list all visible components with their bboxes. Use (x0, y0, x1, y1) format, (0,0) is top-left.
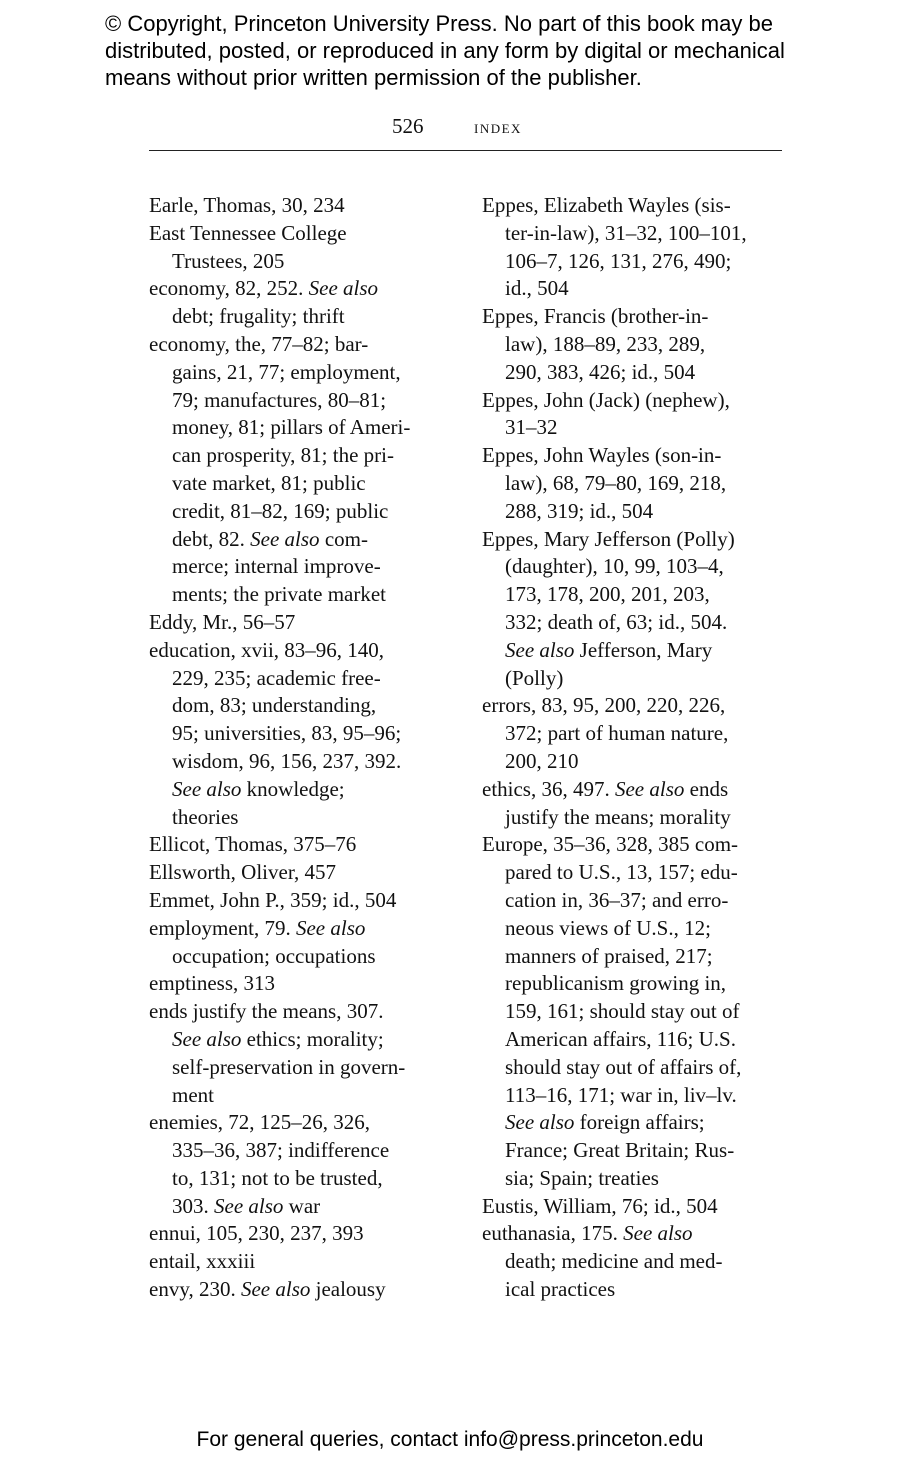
index-entry (482, 776, 792, 832)
see-also-reference: See also (240, 1277, 311, 1302)
index-text: law), 188–89, 233, 289, (505, 331, 706, 356)
index-text: 173, 178, 200, 201, 203, (505, 582, 710, 607)
index-entry (149, 831, 459, 859)
index-text: 372; part of human nature, (505, 721, 729, 746)
footer-contact: For general queries, contact info@press.princeton.edu (196, 1428, 704, 1451)
index-entry-line (482, 609, 792, 637)
index-entry (149, 192, 459, 220)
page-number: 526 (392, 114, 424, 138)
index-entry-line (482, 887, 792, 915)
index-text: ethics; morality; (241, 1026, 384, 1051)
index-entry (482, 526, 792, 693)
index-text: can prosperity, 81; the pri- (172, 443, 394, 468)
index-entry (149, 970, 459, 998)
index-text: justify the means; morality (505, 804, 731, 829)
index-entry-line (149, 831, 459, 859)
index-text: occupation; occupations (172, 943, 376, 968)
index-text: 290, 383, 426; id., 504 (505, 359, 696, 384)
running-head (149, 110, 782, 151)
index-entry-line (482, 248, 792, 276)
index-text: ennui, 105, 230, 237, 393 (149, 1221, 364, 1246)
index-entry-line (149, 275, 459, 303)
index-entry-line (149, 1082, 459, 1110)
index-text: employment, 79. (149, 915, 296, 940)
index-entry (149, 1248, 459, 1276)
see-also-reference: See also (250, 526, 320, 551)
index-entry-line (149, 1109, 459, 1137)
index-column-left (149, 192, 459, 1304)
index-entry-line (149, 1165, 459, 1193)
index-text: 229, 235; academic free- (172, 665, 381, 690)
index-entry-line (149, 220, 459, 248)
index-entry-line (149, 887, 459, 915)
copyright-line: distributed, posted, or reproduced in any form by digital or mechanical (105, 38, 785, 63)
index-entry-line (482, 831, 792, 859)
index-text: id., 504 (505, 276, 569, 301)
index-text: Trustees, 205 (172, 248, 285, 273)
index-text: ical practices (505, 1277, 616, 1302)
see-also-reference: See also (505, 637, 575, 662)
index-text: ends justify the means, 307. (149, 999, 384, 1024)
index-entry-line (482, 220, 792, 248)
index-text: France; Great Britain; Rus- (505, 1138, 735, 1163)
index-entry (482, 387, 792, 443)
index-text: knowledge; (241, 776, 345, 801)
index-entry-line (149, 1248, 459, 1276)
index-text: dom, 83; understanding, (172, 693, 377, 718)
index-entry-line (482, 1054, 792, 1082)
index-entry-line (482, 1109, 792, 1137)
index-entry-line (482, 498, 792, 526)
index-text: Ellicot, Thomas, 375–76 (149, 832, 357, 857)
index-text: merce; internal improve- (172, 554, 381, 579)
index-text: Europe, 35–36, 328, 385 com- (482, 832, 739, 857)
index-text: 200, 210 (505, 748, 579, 773)
index-entry (482, 192, 792, 303)
index-entry-line (482, 275, 792, 303)
index-entry-line (482, 748, 792, 776)
index-entry-line (482, 581, 792, 609)
index-entry (149, 1109, 459, 1220)
index-text: ethics, 36, 497. (482, 776, 615, 801)
index-entry-line (149, 248, 459, 276)
index-text: self-preservation in govern- (172, 1054, 406, 1079)
index-text: 335–36, 387; indifference (172, 1138, 390, 1163)
index-entry (149, 1220, 459, 1248)
index-text: Eppes, Mary Jefferson (Polly) (482, 526, 735, 551)
see-also-reference: See also (172, 776, 242, 801)
index-entry (149, 859, 459, 887)
see-also-reference: See also (172, 1026, 242, 1051)
index-entry-line (482, 776, 792, 804)
index-entry-line (149, 526, 459, 554)
index-entry-line (149, 665, 459, 693)
index-entry-line (149, 637, 459, 665)
index-entry (482, 303, 792, 386)
index-entry-line (149, 387, 459, 415)
index-entry-line (482, 1193, 792, 1221)
copyright-line: © Copyright, Princeton University Press. No part of this book may be (105, 11, 773, 36)
index-entry-line (149, 943, 459, 971)
index-text: ter-in-law), 31–32, 100–101, (505, 220, 747, 245)
index-text: republicanism growing in, (505, 971, 727, 996)
index-text: errors, 83, 95, 200, 220, 226, (482, 693, 726, 718)
index-entry-line (482, 553, 792, 581)
index-entry-line (482, 804, 792, 832)
index-entry-line (482, 943, 792, 971)
index-text: to, 131; not to be trusted, (172, 1165, 383, 1190)
index-text: pared to U.S., 13, 157; edu- (505, 860, 738, 885)
see-also-reference: See also (308, 276, 379, 301)
index-entry (149, 637, 459, 832)
index-text: vate market, 81; public (172, 470, 366, 495)
index-text: 113–16, 171; war in, liv–lv. (505, 1082, 737, 1107)
index-entry-line (482, 387, 792, 415)
index-text: debt, 82. (172, 526, 251, 551)
index-text: war (283, 1193, 321, 1218)
index-entry (482, 692, 792, 775)
index-entry-line (149, 915, 459, 943)
index-text: Ellsworth, Oliver, 457 (149, 860, 336, 885)
index-text: envy, 230. (149, 1277, 241, 1302)
index-entry-line (482, 526, 792, 554)
index-entry-line (482, 414, 792, 442)
index-text: theories (172, 804, 239, 829)
index-text: education, xvii, 83–96, 140, (149, 637, 385, 662)
index-text: economy, the, 77–82; bar- (149, 331, 369, 356)
index-text: gains, 21, 77; employment, (172, 359, 401, 384)
index-entry-line (482, 442, 792, 470)
index-entry-line (482, 1137, 792, 1165)
index-entry-line (149, 414, 459, 442)
index-entry-line (149, 1220, 459, 1248)
index-text: 106–7, 126, 131, 276, 490; (505, 248, 732, 273)
index-text: death; medicine and med- (505, 1249, 723, 1274)
index-text: 159, 161; should stay out of (505, 999, 740, 1024)
index-entry-line (482, 665, 792, 693)
index-entry (149, 915, 459, 971)
index-text: cation in, 36–37; and erro- (505, 887, 729, 912)
index-entry-line (482, 970, 792, 998)
index-entry-line (149, 720, 459, 748)
index-entry-line (482, 637, 792, 665)
copyright-line: means without prior written permission of the publisher. (105, 65, 642, 90)
index-text: American affairs, 116; U.S. (505, 1026, 736, 1051)
index-entry-line (149, 359, 459, 387)
index-entry-line (149, 303, 459, 331)
see-also-reference: See also (214, 1193, 284, 1218)
index-entry-line (149, 692, 459, 720)
index-entry-line (149, 748, 459, 776)
index-text: ments; the private market (172, 582, 387, 607)
index-text: ment (172, 1082, 214, 1107)
index-entry-line (482, 859, 792, 887)
index-entry-line (149, 442, 459, 470)
index-entry (482, 831, 792, 1192)
index-text: euthanasia, 175. (482, 1221, 624, 1246)
index-text: foreign affairs; (574, 1110, 705, 1135)
index-entry-line (482, 1248, 792, 1276)
index-text: wisdom, 96, 156, 237, 392. (172, 748, 402, 773)
index-entry-line (149, 1137, 459, 1165)
index-entry-line (149, 1193, 459, 1221)
index-entry-line (482, 720, 792, 748)
index-entry (149, 887, 459, 915)
index-text: Eppes, John Wayles (son-in- (482, 443, 722, 468)
index-text: ends (684, 776, 729, 801)
index-entry-line (482, 1026, 792, 1054)
index-text: debt; frugality; thrift (172, 304, 345, 329)
index-text: money, 81; pillars of Ameri- (172, 415, 411, 440)
index-entry-line (482, 1165, 792, 1193)
section-title: index (474, 117, 522, 138)
index-entry-line (482, 1082, 792, 1110)
index-text: emptiness, 313 (149, 971, 275, 996)
index-entry-line (149, 192, 459, 220)
index-entry-line (482, 915, 792, 943)
index-text: Earle, Thomas, 30, 234 (149, 193, 345, 217)
index-entry-line (149, 859, 459, 887)
index-entry-line (149, 609, 459, 637)
index-text: manners of praised, 217; (505, 943, 713, 968)
index-text: Eppes, John (Jack) (nephew), (482, 387, 730, 412)
index-text: law), 68, 79–80, 169, 218, (505, 470, 727, 495)
index-entry (149, 998, 459, 1109)
index-text: Eddy, Mr., 56–57 (149, 609, 296, 634)
index-entry-line (149, 998, 459, 1026)
index-text: 332; death of, 63; id., 504. (505, 609, 728, 634)
index-text: neous views of U.S., 12; (505, 915, 711, 940)
index-entry-line (482, 470, 792, 498)
index-entry (149, 609, 459, 637)
index-entry-line (149, 553, 459, 581)
index-entry (149, 1276, 459, 1304)
index-entry-line (149, 1054, 459, 1082)
index-text: sia; Spain; treaties (505, 1165, 659, 1190)
index-text: 303. (172, 1193, 214, 1218)
index-entry-line (149, 970, 459, 998)
index-entry (482, 1220, 792, 1303)
index-entry-line (482, 359, 792, 387)
index-entry-line (149, 776, 459, 804)
index-text: 31–32 (505, 415, 558, 440)
index-entry-line (482, 1276, 792, 1304)
index-entry-line (482, 692, 792, 720)
index-text: 288, 319; id., 504 (505, 498, 654, 523)
see-also-reference: See also (623, 1221, 693, 1246)
index-text: com- (319, 526, 368, 551)
see-also-reference: See also (505, 1110, 575, 1135)
index-text: jealousy (310, 1277, 386, 1302)
index-text: economy, 82, 252. (149, 276, 309, 301)
index-column-right (482, 192, 792, 1304)
index-text: credit, 81–82, 169; public (172, 498, 389, 523)
index-text: Eppes, Francis (brother-in- (482, 304, 709, 329)
index-entry (482, 1193, 792, 1221)
index-entry-line (149, 1026, 459, 1054)
index-entry-line (482, 998, 792, 1026)
index-entry-line (482, 1220, 792, 1248)
index-text: Emmet, John P., 359; id., 504 (149, 887, 397, 912)
index-entry-line (149, 331, 459, 359)
index-text: 95; universities, 83, 95–96; (172, 721, 402, 746)
index-text: Eustis, William, 76; id., 504 (482, 1193, 718, 1218)
index-entry-line (482, 303, 792, 331)
index-text: East Tennessee College (149, 220, 347, 245)
index-entry-line (149, 470, 459, 498)
index-text: (Polly) (505, 665, 564, 690)
index-entry (149, 275, 459, 331)
index-text: Eppes, Elizabeth Wayles (sis- (482, 193, 731, 217)
index-text: should stay out of affairs of, (505, 1054, 742, 1079)
index-entry-line (482, 331, 792, 359)
see-also-reference: See also (295, 915, 366, 940)
index-entry (149, 331, 459, 609)
index-entry (149, 220, 459, 276)
index-entry-line (149, 581, 459, 609)
index-entry-line (149, 498, 459, 526)
index-entry-line (149, 804, 459, 832)
index-text: (daughter), 10, 99, 103–4, (505, 554, 724, 579)
copyright-notice (105, 10, 865, 91)
index-entry (482, 442, 792, 525)
index-text: enemies, 72, 125–26, 326, (149, 1110, 371, 1135)
see-also-reference: See also (614, 776, 685, 801)
index-entry-line (482, 192, 792, 220)
index-text: 79; manufactures, 80–81; (172, 387, 387, 412)
index-entry-line (149, 1276, 459, 1304)
index-text: Jefferson, Mary (574, 637, 713, 662)
index-text: entail, xxxiii (149, 1249, 256, 1274)
